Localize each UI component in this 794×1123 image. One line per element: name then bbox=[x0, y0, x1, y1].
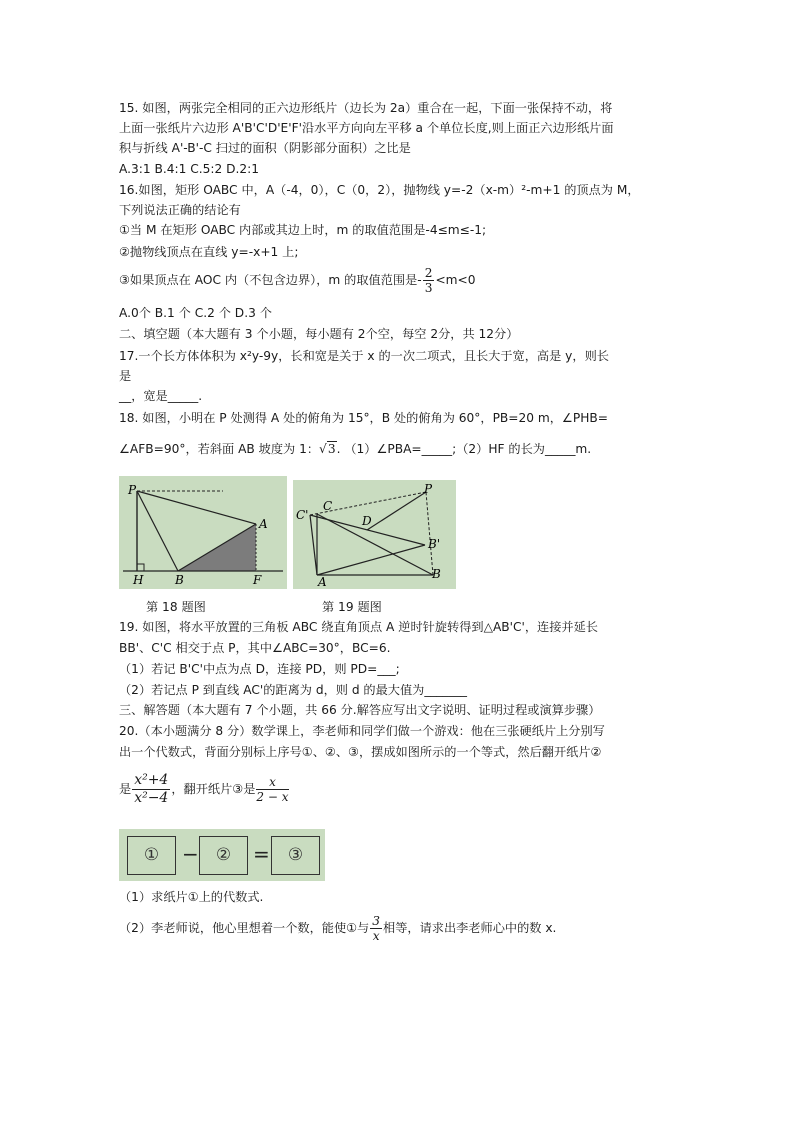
q20-line-2: 出一个代数式，背面分别标上序号①、②、③，摆成如图所示的一个等式，然后翻开纸片② bbox=[119, 745, 602, 759]
figure-18-label-B: B bbox=[175, 573, 184, 587]
q15-line-2: 上面一张纸片六边形 A'B'C'D'E'F'沿水平方向向左平移 a 个单位长度,则上面正六边形纸片面 bbox=[119, 121, 614, 135]
figure-18 bbox=[119, 476, 287, 589]
q18-line-2 bbox=[119, 441, 591, 457]
q16-line-2: 下列说法正确的结论有 bbox=[119, 203, 241, 217]
q16-fraction-num: 2 bbox=[424, 266, 433, 280]
figure-19-label-B1: B' bbox=[428, 537, 441, 551]
figure-19-label-P: P bbox=[424, 482, 433, 496]
q19-line-3: （1）若记 B'C'中点为点 D，连接 PD，则 PD=___; bbox=[119, 662, 400, 676]
q18-sqrt-radicand: 3 bbox=[327, 442, 336, 456]
card-2: ② bbox=[199, 836, 248, 875]
q20-line-3 bbox=[119, 772, 290, 807]
q19-line-1: 19. 如图，将水平放置的三角板 ABC 绕直角顶点 A 逆时针旋转得到△AB'C'，连接并延长 bbox=[119, 620, 598, 634]
figure-19-label-B: B bbox=[432, 567, 441, 581]
q20-line-1: 20.（本小题满分 8 分）数学课上，李老师和同学们做一个游戏：他在三张硬纸片上分别写 bbox=[119, 724, 605, 738]
card-1: ① bbox=[127, 836, 176, 875]
figure-18-label-P: P bbox=[128, 483, 137, 497]
q15-line-1: 15. 如图，两张完全相同的正六边形纸片（边长为 2a）重合在一起，下面一张保持不动，将 bbox=[119, 101, 613, 115]
q16-choices: A.0个 B.1 个 C.2 个 D.3 个 bbox=[119, 306, 272, 320]
q18-line-2-text: ∠AFB=90°，若斜面 AB 坡度为 1： bbox=[119, 442, 320, 456]
q20-part-2-text: （2）李老师说，他心里想着一个数，能使①与 bbox=[119, 921, 370, 935]
q16-line-1: 16.如图，矩形 OABC 中，A（-4，0），C（0，2），抛物线 y=-2（x-m）²-m+1 的顶点为 M， bbox=[119, 183, 640, 197]
figure-18-label-F: F bbox=[253, 573, 262, 587]
q17-line-2: 是 bbox=[119, 369, 132, 383]
q19-line-2: BB'、C'C 相交于点 P，其中∠ABC=30°，BC=6. bbox=[119, 641, 391, 655]
q16-fraction bbox=[423, 266, 435, 295]
figure-19 bbox=[293, 480, 456, 589]
figure-18-label-A: A bbox=[259, 517, 268, 531]
q19-line-4: （2）若记点 P 到直线 AC'的距离为 d，则 d 的最大值为_______ bbox=[119, 683, 468, 697]
q15-line-3: 积与折线 A'-B'-C 扫过的面积（阴影部分面积）之比是 bbox=[119, 141, 411, 155]
q20-card-equation bbox=[119, 829, 325, 881]
q20-fraction-3-over-x-num: 3 bbox=[372, 914, 381, 928]
q20-fraction-3-over-x-den: x bbox=[372, 929, 380, 943]
section-2-heading: 二、填空题（本大题有 3 个小题，每小题有 2个空，每空 2分，共 12分） bbox=[119, 327, 519, 341]
q20-fraction-card-3-den: 2 − x bbox=[256, 790, 289, 804]
q20-fraction-3-over-x bbox=[370, 914, 382, 943]
figure-19-label-D: D bbox=[362, 514, 372, 528]
figure-19-caption: 第 19 题图 bbox=[322, 600, 382, 614]
q20-line-3-start: 是 bbox=[119, 782, 132, 796]
q20-part-2 bbox=[119, 914, 556, 943]
q16-statement-3-text: ③如果顶点在 AOC 内（不包含边界），m 的取值范围是- bbox=[119, 273, 422, 287]
q16-statement-3 bbox=[119, 266, 476, 295]
q20-part-2-tail: 相等，请求出李老师心中的数 x. bbox=[383, 921, 557, 935]
sqrt-symbol: √3 bbox=[319, 442, 336, 456]
q18-line-1: 18. 如图，小明在 P 处测得 A 处的俯角为 15°，B 处的俯角为 60°，PB=20 m，∠PHB= bbox=[119, 411, 608, 425]
q18-line-2-tail: . （1）∠PBA=_____;（2）HF 的长为_____m. bbox=[336, 442, 592, 456]
card-3: ③ bbox=[271, 836, 320, 875]
q16-statement-2: ②抛物线顶点在直线 y=-x+1 上; bbox=[119, 245, 299, 259]
q20-part-1: （1）求纸片①上的代数式. bbox=[119, 890, 264, 904]
figure-19-label-A: A bbox=[318, 575, 327, 589]
section-3-heading: 三、解答题（本大题有 7 个小题，共 66 分.解答应写出文字说明、证明过程或演算步骤） bbox=[119, 703, 601, 717]
q17-line-1: 17.一个长方体体积为 x²y-9y，长和宽是关于 x 的一次二项式，且长大于宽，高是 y，则长 bbox=[119, 349, 609, 363]
figure-19-label-C1: C' bbox=[296, 508, 309, 522]
q20-fraction-card-3-num: x bbox=[256, 775, 288, 790]
q17-line-3: __，宽是_____. bbox=[119, 389, 203, 403]
minus-sign: − bbox=[182, 842, 199, 866]
q20-line-3-middle: ，翻开纸片③是 bbox=[171, 782, 256, 796]
figure-18-caption: 第 18 题图 bbox=[146, 600, 206, 614]
q20-fraction-card-2-den: x²−4 bbox=[134, 790, 169, 806]
q16-statement-3-tail: <m<0 bbox=[435, 273, 476, 287]
equals-sign: = bbox=[253, 842, 270, 866]
figure-18-label-H: H bbox=[133, 573, 144, 587]
q20-fraction-card-3 bbox=[256, 775, 288, 804]
q16-statement-1: ①当 M 在矩形 OABC 内部或其边上时，m 的取值范围是-4≤m≤-1; bbox=[119, 223, 487, 237]
q20-fraction-card-2-num: x²+4 bbox=[134, 772, 169, 788]
q20-fraction-card-2 bbox=[132, 772, 170, 807]
q16-fraction-den: 3 bbox=[424, 281, 433, 295]
q15-choices: A.3:1 B.4:1 C.5:2 D.2:1 bbox=[119, 162, 259, 176]
figure-19-label-C: C bbox=[323, 499, 333, 513]
